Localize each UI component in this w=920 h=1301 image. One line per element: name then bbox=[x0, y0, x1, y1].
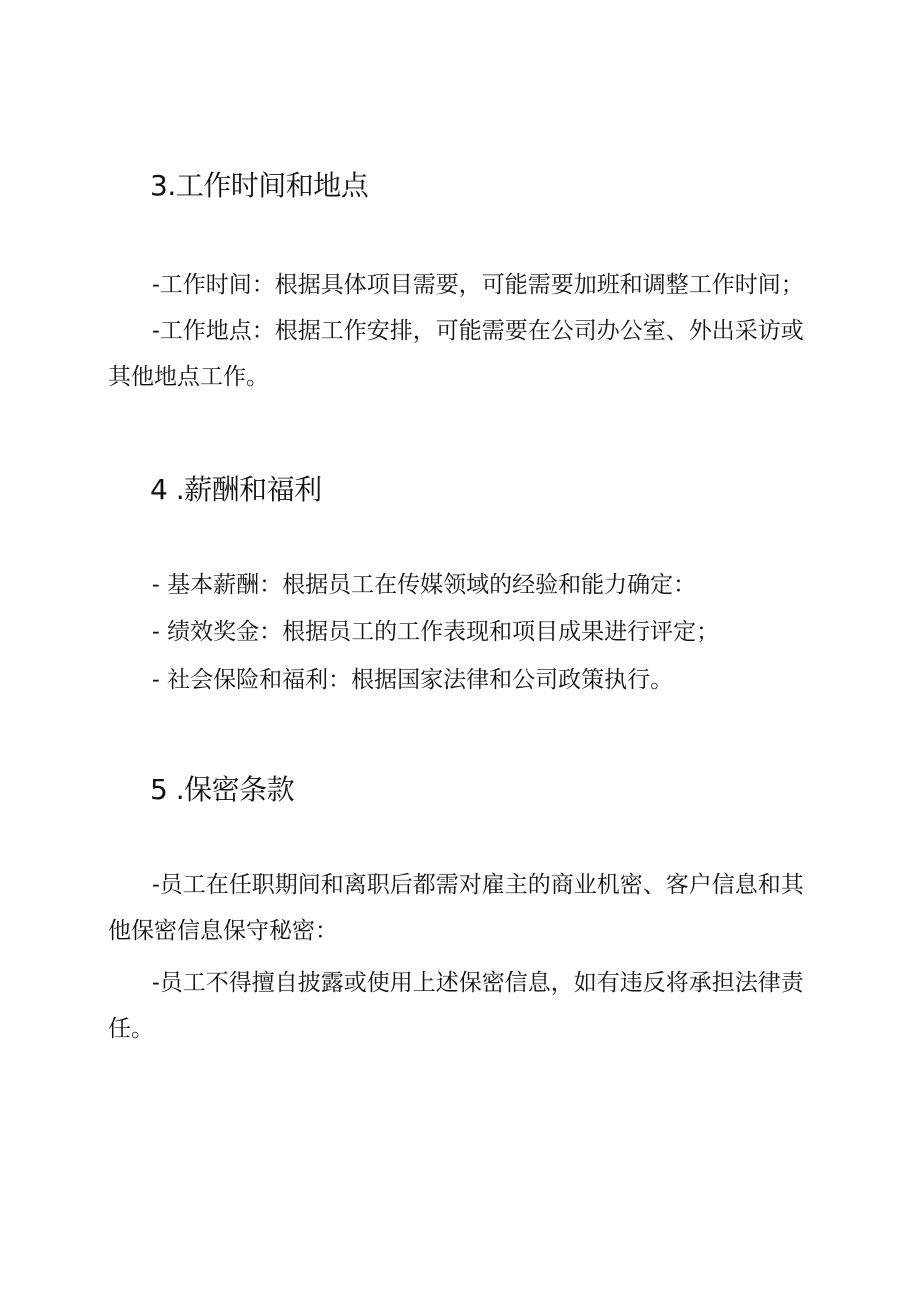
paragraph-base-salary: - 基本薪酬：根据员工在传媒领域的经验和能力确定： bbox=[152, 572, 697, 598]
section-heading-work-time-location: 3.工作时间和地点 bbox=[150, 169, 369, 202]
paragraph-performance-bonus: - 绩效奖金：根据员工的工作表现和项目成果进行评定； bbox=[152, 619, 720, 645]
paragraph-social-insurance: - 社会保险和福利：根据国家法律和公司政策执行。 bbox=[152, 667, 674, 693]
paragraph-confidential-obligation: -员工在任职期间和离职后都需对雇主的商业机密、客户信息和其他保密信息保守秘密： bbox=[108, 872, 804, 944]
section-heading-salary-benefits: 4 .薪酬和福利 bbox=[150, 473, 322, 506]
paragraph-disclosure-prohibition: -员工不得擅自披露或使用上述保密信息，如有违反将承担法律责任。 bbox=[108, 970, 804, 1042]
paragraph-work-location: -工作地点：根据工作安排，可能需要在公司办公室、外出采访或其他地点工作。 bbox=[108, 318, 804, 390]
paragraph-work-time: -工作时间：根据具体项目需要，可能需要加班和调整工作时间； bbox=[152, 272, 804, 298]
section-heading-confidentiality: 5 .保密条款 bbox=[150, 773, 295, 806]
